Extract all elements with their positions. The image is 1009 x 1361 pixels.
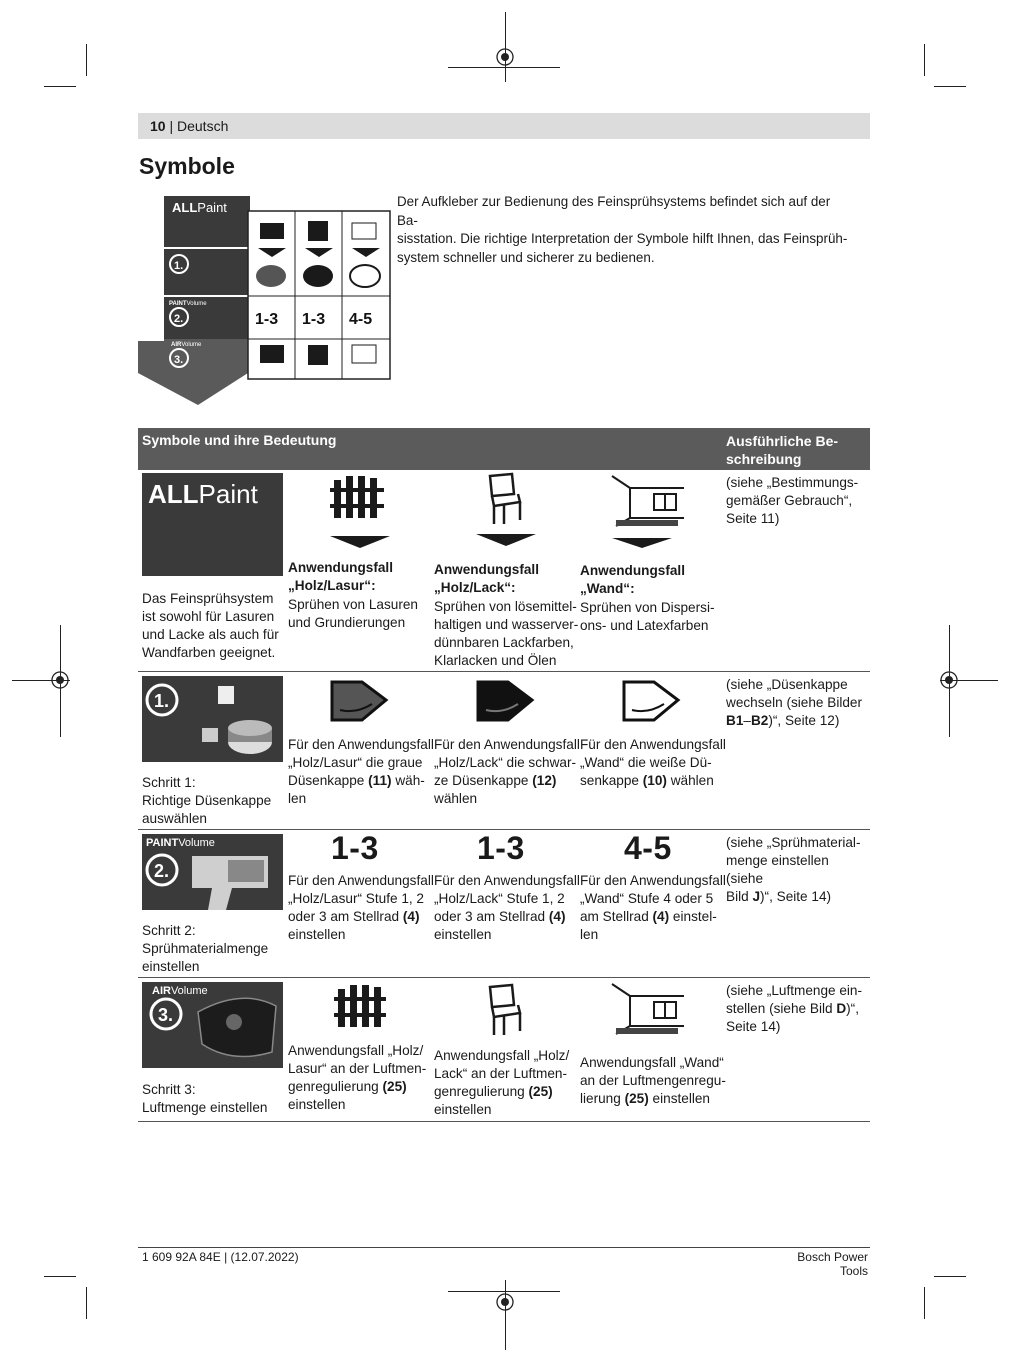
volume-setting-wood-glaze: 1-3 (331, 830, 379, 866)
intro-paragraph: Der Aufkleber zur Bedienung des Feinsprühsystems befindet sich auf der Ba- sisstation. Die richtige Interpretation der Symbole hilft Ihnen, das Feinsprüh- system schneller und sicherer zu bedienen. (397, 194, 848, 265)
footer-doc-id: 1 609 92A 84E | (12.07.2022) (142, 1250, 299, 1264)
nozzle-cap-white-icon (618, 674, 684, 726)
svg-text:4-5: 4-5 (349, 311, 373, 328)
footer-rule (138, 1247, 870, 1248)
svg-text:AIRVolume: AIRVolume (152, 985, 208, 997)
svg-text:1.: 1. (154, 691, 170, 711)
table-header (138, 428, 870, 470)
row2-reference: (siehe „Düsenkappe wechseln (siehe Bilder B1–B2)“, Seite 12) (726, 677, 863, 728)
svg-text:1-3: 1-3 (255, 311, 279, 328)
page-header: 10 | Deutsch (150, 118, 229, 134)
usecase-wall-title: Anwendungsfall „Wand“: (580, 563, 685, 596)
fence-icon (332, 983, 390, 1031)
crop-mark (924, 1287, 925, 1319)
step3-wall-text: Anwendungsfall „Wand“ an der Luftmengenregu- lierung (25) einstellen (580, 1055, 726, 1106)
nozzle-cap-grey-icon (326, 674, 392, 726)
svg-text:2.: 2. (154, 861, 170, 881)
row-divider (138, 671, 870, 672)
table-header-symbols: Symbole und ihre Bedeutung (142, 432, 337, 448)
step1-nozzle-image (142, 676, 283, 762)
svg-text:ALLPaint (172, 200, 227, 215)
svg-text:AIRVolume: AIRVolume (171, 342, 202, 348)
crop-mark (86, 44, 87, 76)
crop-mark (924, 44, 925, 76)
crop-mark (86, 1287, 87, 1319)
sticker-illustration (138, 193, 394, 408)
wall-icon (608, 472, 688, 550)
step3-wood-lacquer-text: Anwendungsfall „Holz/ Lack“ an der Luftmen- genregulierung (25) einstellen (434, 1048, 570, 1117)
sticker-paint: Paint (197, 200, 227, 215)
step2-paintvolume-image (142, 834, 283, 910)
row1-description: Das Feinsprühsystem ist sowohl für Lasuren und Lacke als auch für Wandfarben geeignet. (142, 591, 279, 660)
fence-icon (326, 474, 394, 550)
svg-text:1-3: 1-3 (302, 311, 326, 328)
step3-airvolume-image (142, 982, 283, 1068)
section-title: Symbole (139, 153, 235, 179)
step2-wood-glaze-text: Für den Anwendungsfall „Holz/Lasur“ Stufe 1, 2 oder 3 am Stellrad (4) einstellen (288, 873, 434, 942)
step1-description: Schritt 1: Richtige Düsenkappe auswählen (142, 775, 272, 826)
chair-icon (482, 981, 532, 1037)
crop-mark (44, 86, 76, 87)
volume-setting-wall: 4-5 (624, 830, 672, 866)
header-bar (138, 113, 870, 139)
usecase-wood-glaze-text: Sprühen von Lasuren und Grundierungen (288, 597, 418, 630)
allpaint-logo: ALLPaint (142, 473, 283, 576)
svg-text:3.: 3. (158, 1005, 174, 1025)
step1-wood-glaze-text: Für den Anwendungsfall „Holz/Lasur“ die graue Düsenkappe (11) wäh- len (288, 737, 434, 806)
volume-setting-wood-lacquer: 1-3 (477, 830, 525, 866)
nozzle-cap-black-icon (472, 674, 538, 726)
footer-brand: Bosch Power Tools (797, 1250, 868, 1278)
row1-reference: (siehe „Bestimmungs- gemäßer Gebrauch“, Seite 11) (726, 475, 859, 526)
crop-mark (934, 1276, 966, 1277)
svg-text:3.: 3. (174, 354, 184, 366)
usecase-wood-lacquer-text: Sprühen von lösemittel- haltigen und wasserver- dünnbaren Lackfarben, Klarlacken und Ölen (434, 599, 579, 668)
step3-description: Schritt 3: Luftmenge einstellen (142, 1082, 268, 1115)
row3-reference: (siehe „Sprühmaterial- menge einstellen (siehe Bild J)“, Seite 14) (726, 835, 861, 904)
row4-reference: (siehe „Luftmenge ein- stellen (siehe Bild D)“, Seite 14) (726, 983, 863, 1034)
step2-wall-text: Für den Anwendungsfall „Wand“ Stufe 4 oder 5 am Stellrad (4) einstel- len (580, 873, 726, 942)
usecase-wood-lacquer-title: Anwendungsfall „Holz/Lack“: (434, 562, 539, 595)
svg-text:PAINTVolume: PAINTVolume (169, 301, 207, 307)
sticker-step1: 1. (174, 260, 184, 272)
chair-icon (472, 470, 540, 550)
page-number: 10 (150, 118, 166, 134)
svg-text:PAINTVolume: PAINTVolume (146, 837, 215, 849)
step2-wood-lacquer-text: Für den Anwendungsfall „Holz/Lack“ Stufe 1, 2 oder 3 am Stellrad (4) einstellen (434, 873, 580, 942)
crop-mark (44, 1276, 76, 1277)
step2-description: Schritt 2: Sprühmaterialmenge einstellen (142, 923, 269, 974)
step1-wood-lacquer-text: Für den Anwendungsfall „Holz/Lack“ die schwar- ze Düsenkappe (12) wählen (434, 737, 580, 806)
sticker-all: ALL (172, 200, 198, 215)
usecase-wall-text: Sprühen von Dispersi- ons- und Latexfarben (580, 600, 715, 633)
svg-text:2.: 2. (174, 313, 184, 325)
usecase-wood-glaze-title: Anwendungsfall „Holz/Lasur“: (288, 560, 393, 593)
crop-mark (934, 86, 966, 87)
step3-wood-glaze-text: Anwendungsfall „Holz/ Lasur“ an der Luftmen- genregulierung (25) einstellen (288, 1043, 427, 1112)
row-divider (138, 977, 870, 978)
table-header-description: Ausführliche Be- schreibung (726, 433, 839, 467)
step1-wall-text: Für den Anwendungsfall „Wand“ die weiße Dü- senkappe (10) wählen (580, 737, 726, 788)
header-language: Deutsch (177, 118, 229, 134)
wall-icon (608, 980, 688, 1040)
row-divider (138, 1121, 870, 1122)
